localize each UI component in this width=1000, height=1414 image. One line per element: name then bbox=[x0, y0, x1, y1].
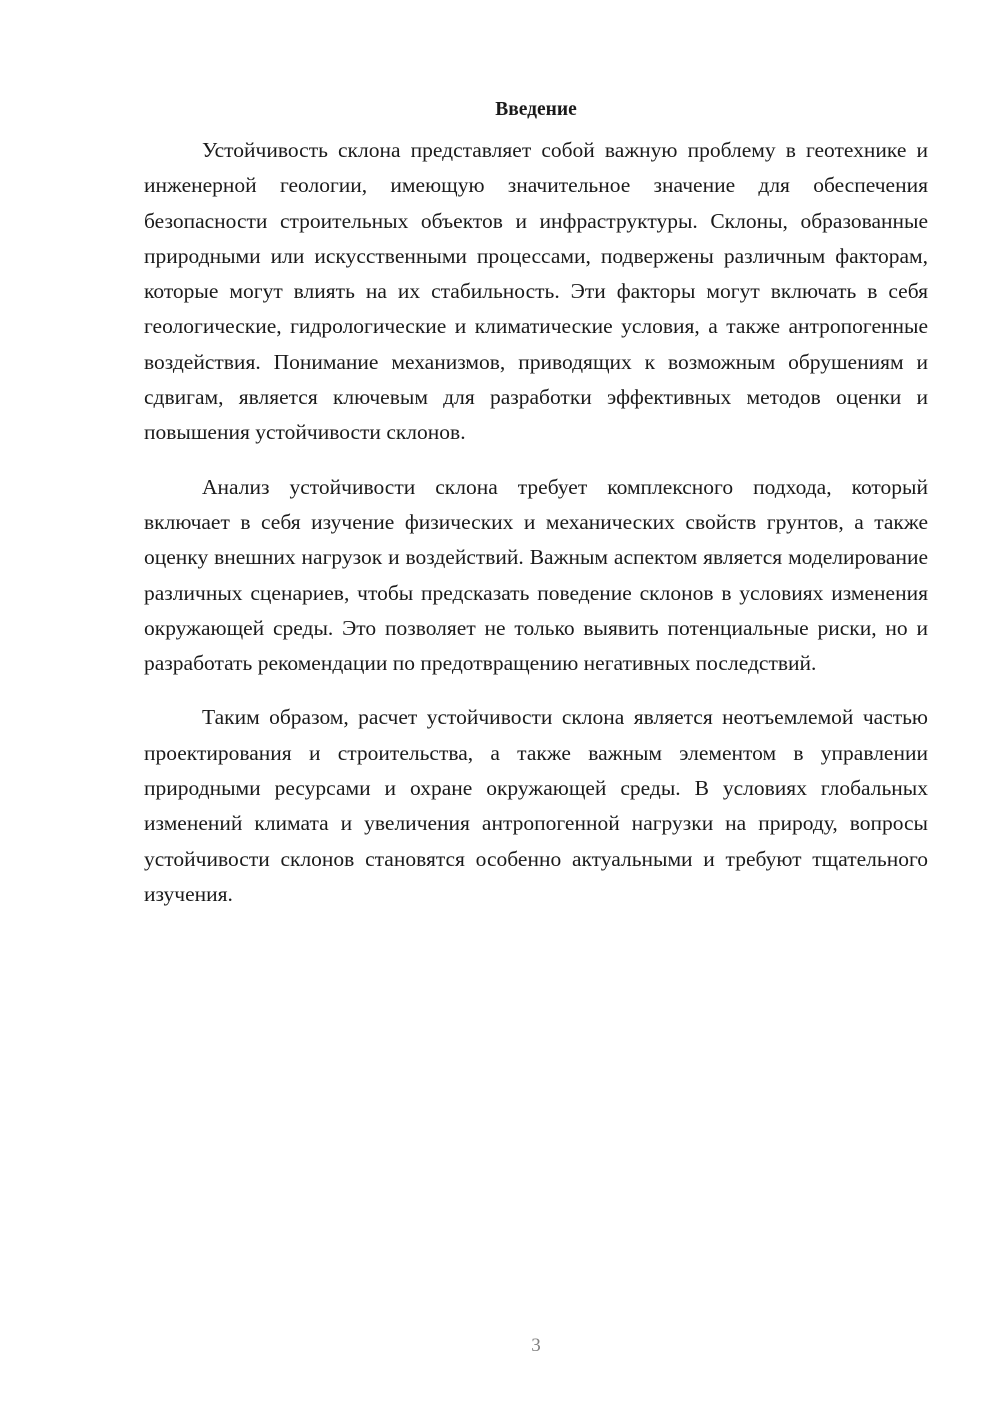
section-title: Введение bbox=[495, 99, 577, 120]
paragraph-1: Устойчивость склона представляет собой важную проблему в геотехнике и инженерной геологии, имеющую значительное значение для обеспечения безопасности строительных объектов и инфраструктуры. Склоны, образованные природными или искусственными процессами, подвержены различным факторам, которые могут влиять на их стабильность. Эти факторы могут включать в себя геологические, гидрологические и климатические условия, а также антропогенные воздействия. Понимание механизмов, приводящих к возможным обрушениям и сдвигам, является ключевым для разработки эффективных методов оценки и повышения устойчивости склонов. bbox=[144, 138, 928, 445]
paragraph-2: Анализ устойчивости склона требует комплексного подхода, который включает в себя изучение физических и механических свойств грунтов, а также оценку внешних нагрузок и воздействий. Важным аспектом является моделирование различных сценариев, чтобы предсказать поведение склонов в условиях изменения окружающей среды. Это позволяет не только выявить потенциальные риски, но и разработать рекомендации по предотвращению негативных последствий. bbox=[144, 474, 928, 676]
paragraph-3: Таким образом, расчет устойчивости склона является неотъемлемой частью проектирования и строительства, а также важным элементом в управлении природными ресурсами и охране окружающей среды. В условиях глобальных изменений климата и увеличения антропогенной нагрузки на природу, вопросы устойчивости склонов становятся особенно актуальными и требуют тщательного изучения. bbox=[144, 705, 928, 906]
page-content bbox=[144, 92, 928, 931]
page-number: 3 bbox=[531, 1335, 541, 1356]
